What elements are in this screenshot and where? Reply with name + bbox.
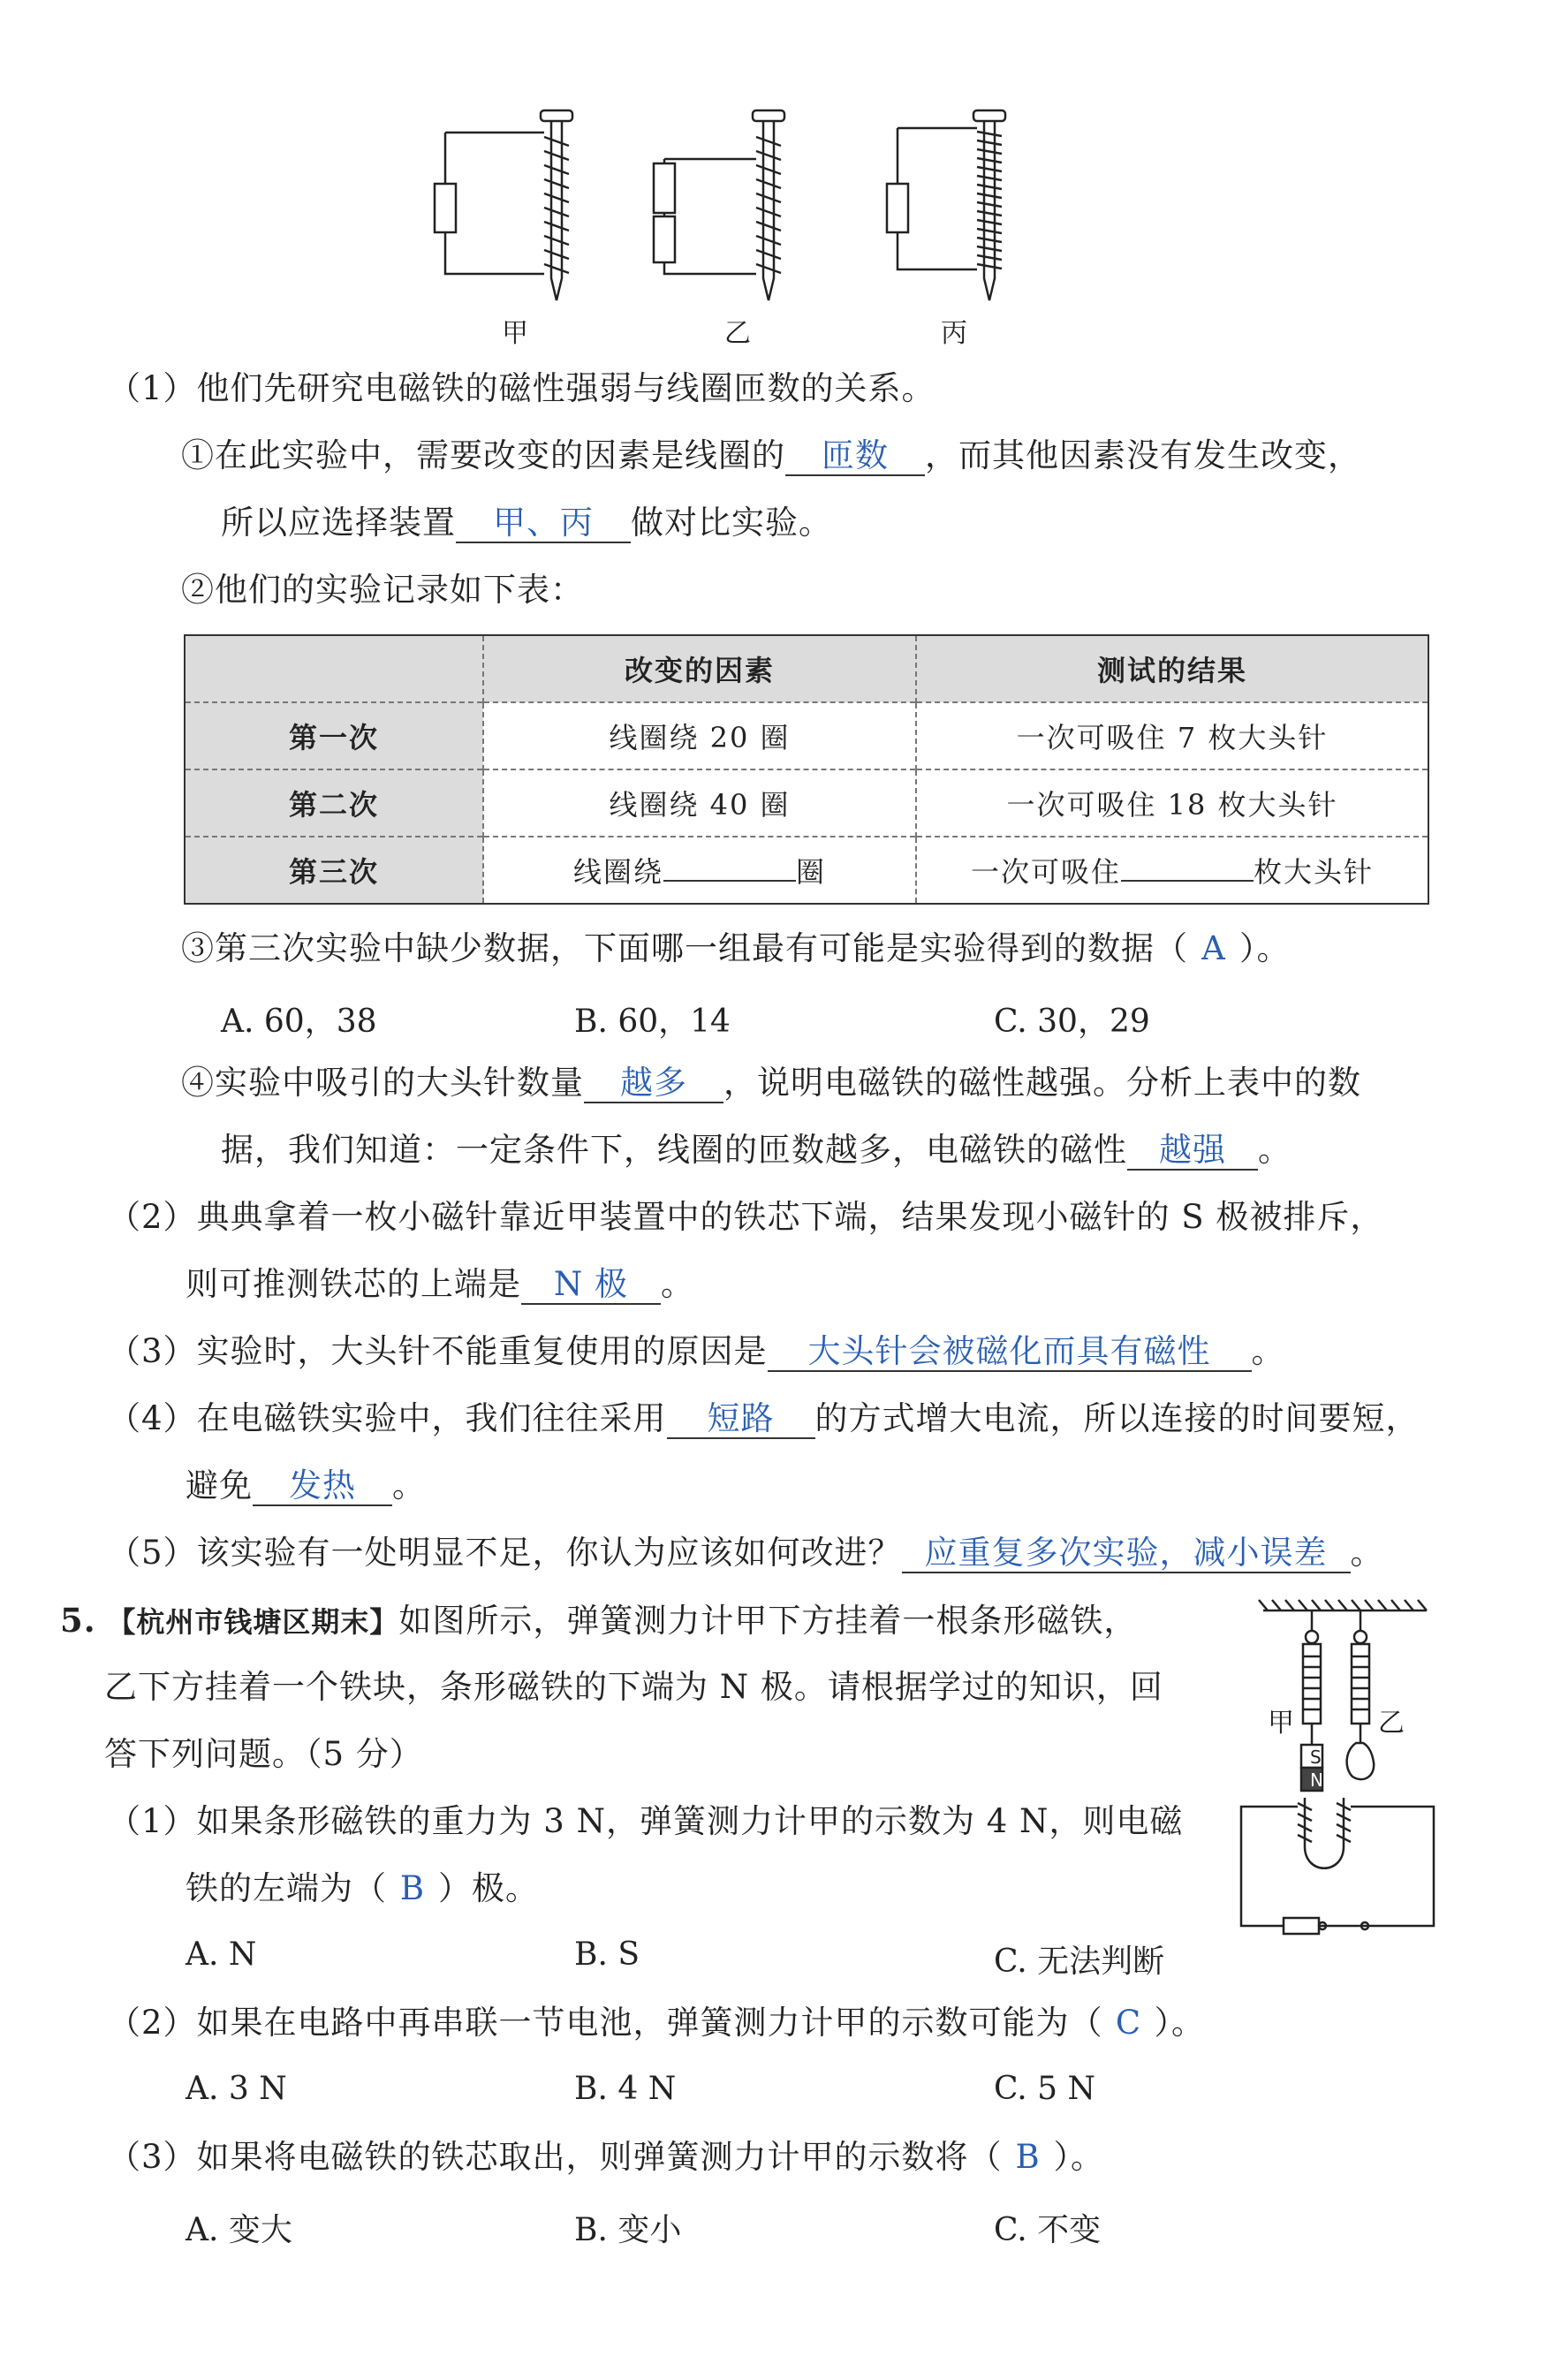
q1-step1: ①在此实验中，需要改变的因素是线圈的 匝数 ，而其他因素没有发生改变， bbox=[181, 436, 1361, 474]
q1-step4-cont: 据，我们知道：一定条件下，线圈的匝数越多，电磁铁的磁性 越强 。 bbox=[221, 1131, 1292, 1169]
answer-turns: 匝数 bbox=[785, 438, 925, 476]
answer-n-pole: N 极 bbox=[521, 1267, 661, 1305]
q1-intro: （1）他们先研究电磁铁的磁性强弱与线圈匝数的关系。 bbox=[108, 369, 935, 407]
table-row: 第三次 线圈绕 圈 一次可吸住 枚大头针 bbox=[185, 837, 1428, 904]
answer-more: 越多 bbox=[584, 1065, 723, 1103]
p5-2-option-b: B. 4 N bbox=[574, 2071, 677, 2107]
p5-sub2-line: （2）如果在电路中再串联一节电池，弹簧测力计甲的示数可能为（ C ）。 bbox=[108, 2004, 1206, 2042]
q4-line1: （4）在电磁铁实验中，我们往往采用 短路 的方式增大电流，所以连接的时间要短， bbox=[108, 1399, 1420, 1437]
q1-step1-cont: 所以应选择装置 甲、丙 做对比实验。 bbox=[221, 504, 832, 542]
option-c: C. 30，29 bbox=[994, 1004, 1150, 1040]
magnet-s-label: S bbox=[1310, 1747, 1322, 1768]
option-b: B. 60，14 bbox=[574, 1004, 731, 1040]
table-row: 第一次 线圈绕 20 圈 一次可吸住 7 枚大头针 bbox=[185, 702, 1428, 769]
caption-bing: 丙 bbox=[941, 318, 967, 349]
q5-line: （5）该实验有一处明显不足，你认为应该如何改进？ 应重复多次实验，减小误差 。 bbox=[108, 1534, 1384, 1572]
p5-2-option-a: A. 3 N bbox=[186, 2071, 287, 2107]
q3-line: （3）实验时，大头针不能重复使用的原因是 大头针会被磁化而具有磁性 。 bbox=[108, 1332, 1285, 1370]
q2-line2: 则可推测铁芯的上端是 N 极 。 bbox=[186, 1265, 694, 1303]
p5-sub1-line1: （1）如果条形磁铁的重力为 3 N，弹簧测力计甲的示数为 4 N，则电磁 bbox=[108, 1802, 1184, 1840]
q4-line2: 避免 发热 。 bbox=[186, 1466, 426, 1504]
table-header-corner bbox=[185, 635, 483, 702]
blank-turns bbox=[663, 853, 796, 882]
p5-2-option-c: C. 5 N bbox=[994, 2071, 1095, 2107]
q1-step4: ④实验中吸引的大头针数量 越多 ，说明电磁铁的磁性越强。分析上表中的数 bbox=[181, 1064, 1361, 1102]
option-a: A. 60，38 bbox=[221, 1004, 377, 1040]
table-header-row bbox=[185, 635, 1428, 702]
fig-label-right: 乙 bbox=[1378, 1708, 1405, 1739]
p5-1-option-c: C. 无法判断 bbox=[994, 1944, 1165, 1980]
fig-label-left: 甲 bbox=[1268, 1708, 1294, 1739]
q1-step2: ②他们的实验记录如下表： bbox=[181, 571, 584, 609]
device-bing bbox=[887, 110, 1005, 300]
caption-jia: 甲 bbox=[502, 318, 528, 349]
p5-sub3-line: （3）如果将电磁铁的铁芯取出，则弹簧测力计甲的示数将（ B ）。 bbox=[108, 2138, 1105, 2176]
problem5-line1: 5. 【杭州市钱塘区期末】如图所示，弹簧测力计甲下方挂着一根条形磁铁， bbox=[60, 1601, 1138, 1640]
p5-1-option-a: A. N bbox=[186, 1936, 257, 1973]
answer-p5-1: B bbox=[399, 1869, 426, 1907]
answer-short-circuit: 短路 bbox=[667, 1401, 815, 1439]
answer-step3: A bbox=[1201, 929, 1226, 967]
spring-scale-figure bbox=[1232, 1595, 1444, 1944]
q2-line1: （2）典典拿着一枚小磁针靠近甲装置中的铁芯下端，结果发现小磁针的 S 极被排斥， bbox=[108, 1198, 1384, 1236]
problem5-line3: 答下列问题。（5 分） bbox=[104, 1735, 423, 1773]
answer-p5-3: B bbox=[1015, 2138, 1041, 2176]
answer-p5-2: C bbox=[1115, 2004, 1142, 2042]
table-row: 第二次 线圈绕 40 圈 一次可吸住 18 枚大头针 bbox=[185, 769, 1428, 837]
answer-stronger: 越强 bbox=[1127, 1133, 1258, 1171]
record-table bbox=[184, 634, 1429, 905]
device-yi bbox=[654, 110, 784, 300]
answer-heat: 发热 bbox=[253, 1468, 392, 1506]
p5-sub1-line2: 铁的左端为（ B ）极。 bbox=[186, 1869, 539, 1907]
problem5-line2: 乙下方挂着一个铁块，条形磁铁的下端为 N 极。请根据学过的知识，回 bbox=[104, 1668, 1163, 1706]
table-header-factor: 改变的因素 bbox=[483, 635, 916, 702]
problem-number: 5. bbox=[60, 1601, 96, 1640]
table-header-result: 测试的结果 bbox=[916, 635, 1428, 702]
q1-step3: ③第三次实验中缺少数据，下面哪一组最有可能是实验得到的数据（ A ）。 bbox=[181, 929, 1291, 967]
caption-yi: 乙 bbox=[724, 318, 751, 349]
device-jia bbox=[435, 110, 572, 300]
problem-source: 【杭州市钱塘区期末】 bbox=[107, 1605, 399, 1639]
answer-reason: 大头针会被磁化而具有磁性 bbox=[768, 1334, 1252, 1372]
answer-devices: 甲、丙 bbox=[456, 505, 631, 543]
magnet-n-label: N bbox=[1310, 1770, 1323, 1791]
blank-pins bbox=[1121, 853, 1254, 882]
answer-improve: 应重复多次实验，减小误差 bbox=[902, 1535, 1351, 1573]
p5-3-option-c: C. 不变 bbox=[994, 2212, 1102, 2248]
p5-3-option-b: B. 变小 bbox=[574, 2212, 682, 2248]
p5-1-option-b: B. S bbox=[574, 1936, 640, 1973]
p5-3-option-a: A. 变大 bbox=[186, 2212, 292, 2248]
